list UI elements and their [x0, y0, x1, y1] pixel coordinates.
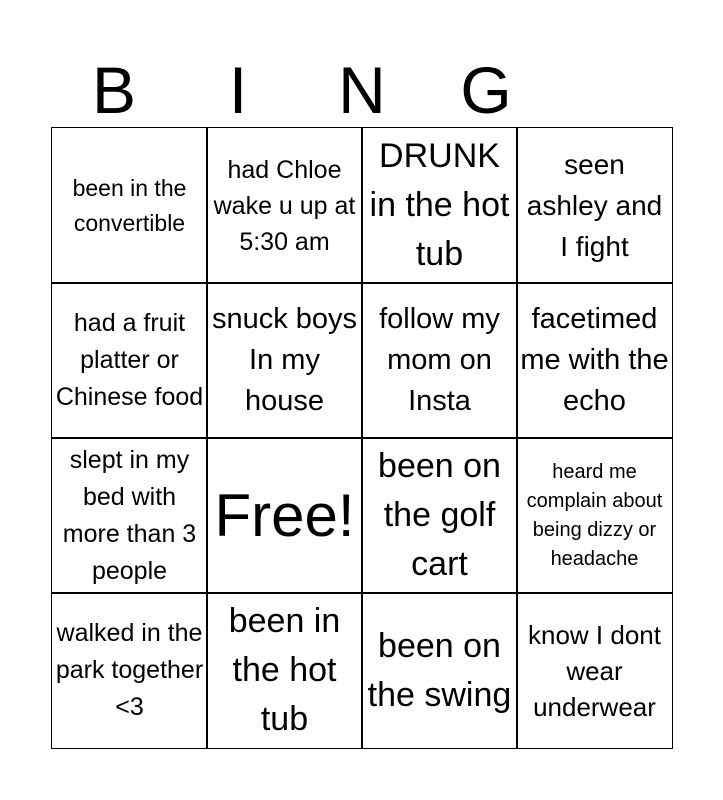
bingo-header [52, 50, 672, 130]
cell-text: know I dont wear underwear [528, 619, 661, 722]
cell-text: facetimed me with the echo [520, 303, 669, 417]
bingo-cell[interactable] [51, 127, 208, 284]
cell-text: been on the golf cart [378, 447, 501, 583]
free-space-text: Free! [214, 481, 355, 549]
bingo-cell[interactable] [51, 592, 208, 749]
bingo-cell[interactable] [206, 282, 363, 439]
cell-text: seen ashley and I fight [526, 149, 663, 262]
cell-text: been on the swing [367, 626, 512, 714]
bingo-cell[interactable] [516, 592, 673, 749]
bingo-cell[interactable] [361, 282, 518, 439]
header-letter-i: I [228, 53, 248, 127]
cell-text: snuck boys In my house [211, 303, 358, 417]
bingo-cell[interactable] [51, 437, 208, 594]
cell-text: follow my mom on Insta [379, 303, 500, 417]
header-letter-n: N [338, 53, 386, 127]
cell-text: been in the convertible [72, 174, 187, 236]
bingo-board [52, 128, 672, 748]
bingo-cell[interactable] [206, 592, 363, 749]
bingo-cell[interactable] [516, 127, 673, 284]
bingo-cell[interactable] [516, 437, 673, 594]
cell-text: been in the hot tub [228, 602, 341, 738]
header-letter-b: B [91, 53, 137, 127]
bingo-cell[interactable] [361, 127, 518, 284]
cell-text: slept in my bed with more than 3 people [62, 445, 197, 585]
bingo-cell[interactable] [206, 127, 363, 284]
cell-text: walked in the park together <3 [55, 619, 204, 721]
bingo-cell[interactable] [361, 592, 518, 749]
cell-text: heard me complain about being dizzy or headache [526, 460, 663, 570]
cell-text: had a fruit platter or Chinese food [55, 309, 204, 411]
header-letter-g: G [460, 53, 512, 127]
bingo-cell-free[interactable] [206, 437, 363, 594]
cell-text: had Chloe wake u up at 5:30 am [213, 155, 356, 256]
bingo-cell[interactable] [51, 282, 208, 439]
cell-text: DRUNK in the hot tub [369, 137, 510, 273]
bingo-cell[interactable] [516, 282, 673, 439]
bingo-cell[interactable] [361, 437, 518, 594]
